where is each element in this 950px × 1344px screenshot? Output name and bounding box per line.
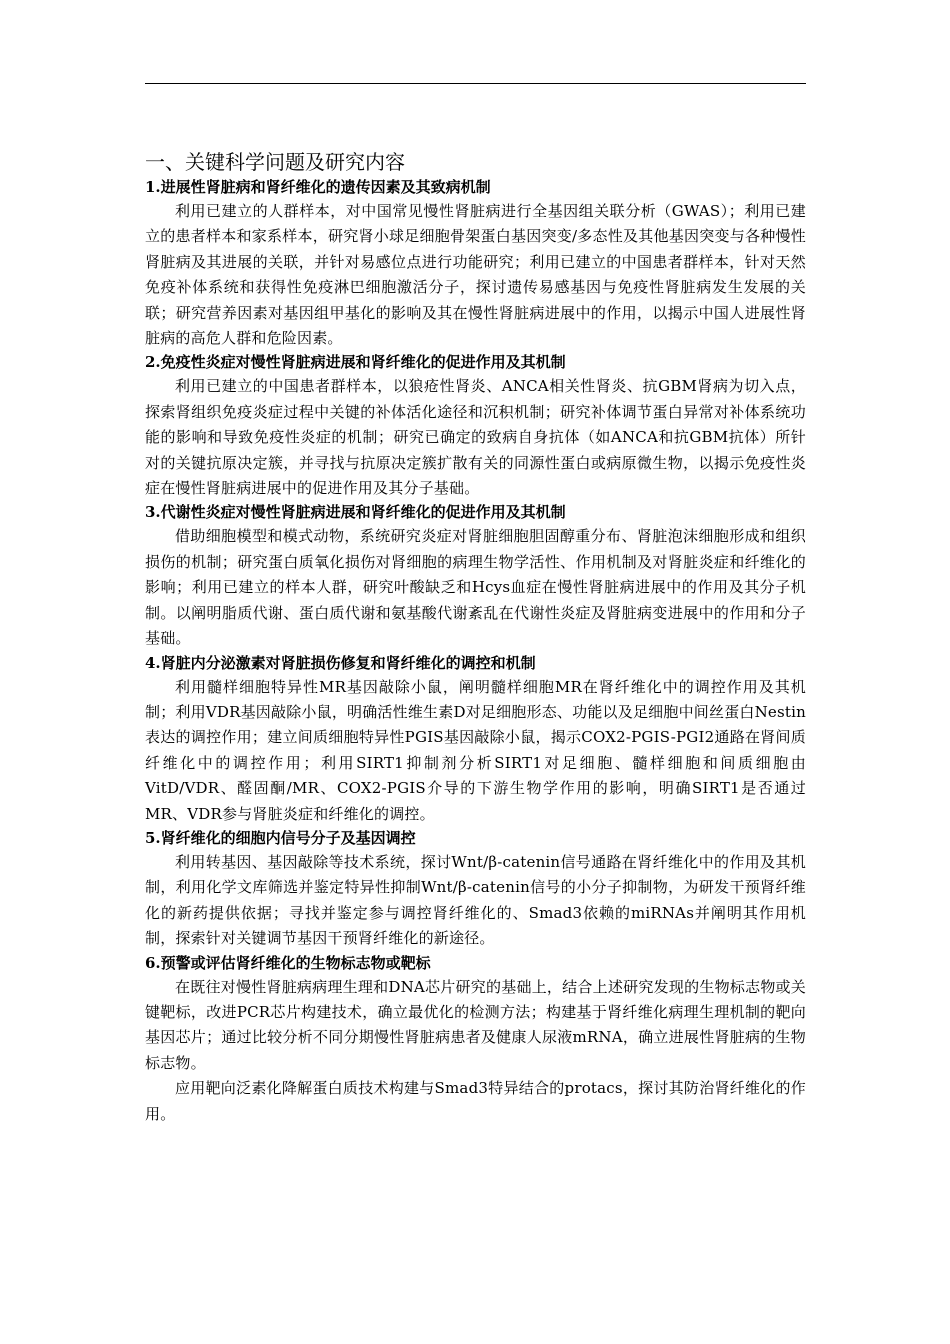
paragraph: 利用已建立的中国患者群样本，以狼疮性肾炎、ANCA相关性肾炎、抗GBM肾病为切入点，探索肾组织免疫炎症过程中关键的补体活化途径和沉积机制；研究补体调节蛋白异常对补体系统功能的影响和导致免疫性炎症的机制；研究已确定的致病自身抗体（如ANCA和抗GBM抗体）所针对的关键抗原决定簇，并寻找与抗原决定簇扩散有关的同源性蛋白或病原微生物，以揭示免疫性炎症在慢性肾脏病进展中的促进作用及其分子基础。: [145, 377, 806, 498]
main-title: 一、关键科学问题及研究内容: [145, 150, 405, 174]
paragraph: 借助细胞模型和模式动物，系统研究炎症对肾脏细胞胆固醇重分布、肾脏泡沫细胞形成和组织损伤的机制；研究蛋白质氧化损伤对肾细胞的病理生物学活性、作用机制及对肾脏炎症和纤维化的影响；利用已建立的样本人群，研究叶酸缺乏和Hcys血症在慢性肾脏病进展中的作用及其分子机制。以阐明脂质代谢、蛋白质代谢和氨基酸代谢紊乱在代谢性炎症及肾脏病变进展中的作用和分子基础。: [145, 527, 806, 648]
section-heading: 5.肾纤维化的细胞内信号分子及基因调控: [145, 828, 416, 847]
paragraph: 利用已建立的人群样本，对中国常见慢性肾脏病进行全基因组关联分析（GWAS）；利用已建立的患者样本和家系样本，研究肾小球足细胞骨架蛋白基因突变/多态性及其他基因突变与各种慢性肾脏病及其进展的关联，并针对易感位点进行功能研究；利用已建立的中国患者群样本，针对天然免疫补体系统和获得性免疫淋巴细胞激活分子，探讨遗传易感基因与免疫性肾脏病发生发展的关联；研究营养因素对基因组甲基化的影响及其在慢性肾脏病进展中的作用，以揭示中国人进展性肾脏病的高危人群和危险因素。: [145, 202, 806, 348]
section-heading: 1.进展性肾脏病和肾纤维化的遗传因素及其致病机制: [145, 178, 491, 196]
section-6: [145, 952, 806, 1127]
section-4: [145, 652, 806, 827]
paragraph: 利用髓样细胞特异性MR基因敲除小鼠，阐明髓样细胞MR在肾纤维化中的调控作用及其机制；利用VDR基因敲除小鼠，明确活性维生素D对足细胞形态、功能以及足细胞中间丝蛋白Nestin表达的调控作用；建立间质细胞特异性PGIS基因敲除小鼠，揭示COX2-PGIS-PGI2通路在肾间质纤维化中的调控作用；利用SIRT1抑制剂分析SIRT1对足细胞、髓样细胞和间质细胞由VitD/VDR、醛固酮/MR、COX2-PGIS介导的下游生物学作用的影响，明确SIRT1是否通过MR、VDR参与肾脏炎症和纤维化的调控。: [145, 677, 806, 823]
section-heading: 3.代谢性炎症对慢性肾脏病进展和肾纤维化的促进作用及其机制: [145, 503, 566, 522]
header-rule: [145, 83, 806, 84]
section-heading: 4.肾脏内分泌激素对肾脏损伤修复和肾纤维化的调控和机制: [145, 653, 536, 672]
section-5: [145, 827, 806, 952]
document-body: [145, 148, 806, 1127]
paragraph: 利用转基因、基因敲除等技术系统，探讨Wnt/β-catenin信号通路在肾纤维化中的作用及其机制，利用化学文库筛选并鉴定特异性抑制Wnt/β-catenin信号的小分子抑制物，为研发干预肾纤维化的新药提供依据；寻找并鉴定参与调控肾纤维化的、Smad3依赖的miRNAs并阐明其作用机制，探索针对关键调节基因干预肾纤维化的新途径。: [145, 852, 806, 948]
section-3: [145, 501, 806, 651]
paragraph: 应用靶向泛素化降解蛋白质技术构建与Smad3特异结合的protacs，探讨其防治肾纤维化的作用。: [145, 1079, 806, 1123]
section-2: [145, 351, 806, 501]
section-heading: 2.免疫性炎症对慢性肾脏病进展和肾纤维化的促进作用及其机制: [145, 353, 566, 372]
section-1: [145, 176, 806, 351]
paragraph: 在既往对慢性肾脏病病理生理和DNA芯片研究的基础上，结合上述研究发现的生物标志物或关键靶标，改进PCR芯片构建技术，确立最优化的检测方法；构建基于肾纤维化病理生理机制的靶向基因芯片；通过比较分析不同分期慢性肾脏病患者及健康人尿液mRNA，确立进展性肾脏病的生物标志物。: [145, 977, 806, 1072]
section-heading: 6.预警或评估肾纤维化的生物标志物或靶标: [145, 953, 431, 972]
